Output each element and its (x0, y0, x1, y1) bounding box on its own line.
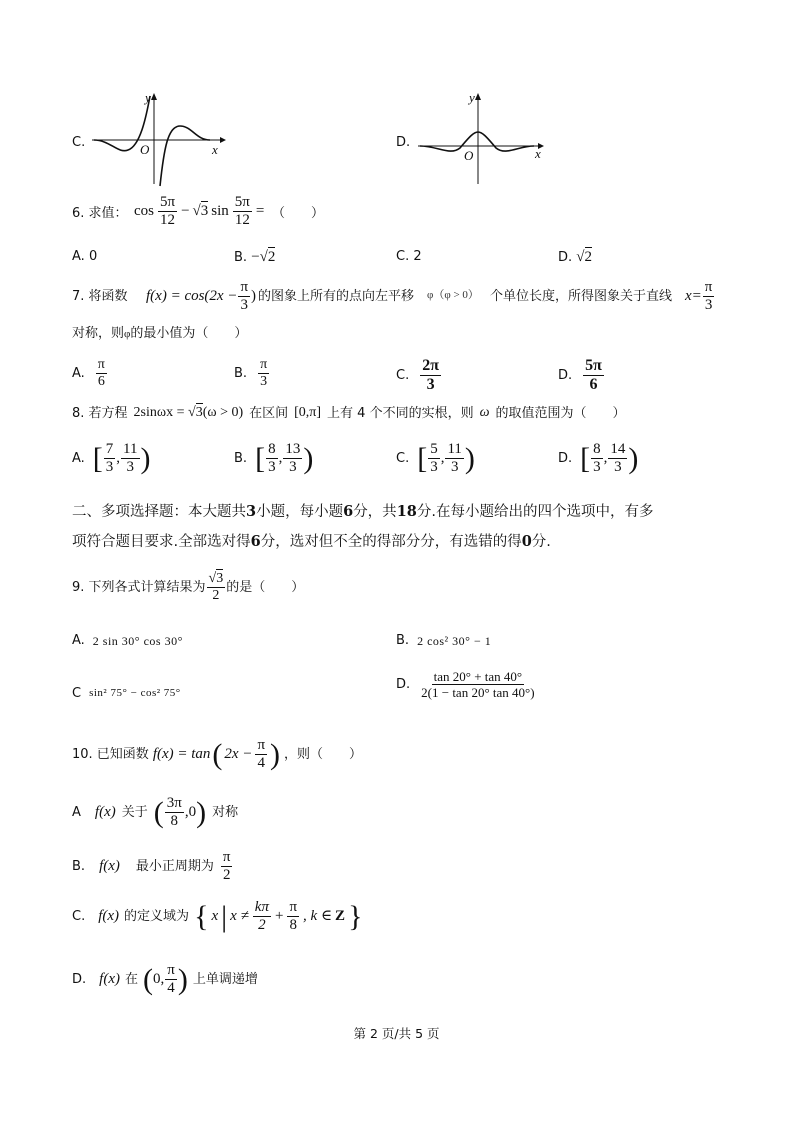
option-d-label: D. (396, 135, 411, 150)
q6-option-b[interactable]: B. −√2 (234, 249, 276, 265)
q9-option-c[interactable]: C sin² 75° − cos² 75° (72, 686, 181, 701)
q7-stem-4: 对称，则φ的最小值为（ ） (72, 326, 248, 341)
q7-option-b[interactable]: B. $\frac{\pi}{3}$ (234, 357, 268, 389)
graph-d-y-label: y (469, 90, 475, 105)
q6-option-c[interactable]: C. 2 (396, 249, 422, 264)
graph-c-y-arrow (151, 93, 157, 100)
graph-c-x-label: x (212, 142, 218, 157)
page-footer: 第 2 页/共 5 页 (353, 1026, 440, 1041)
graph-c-curve-right (160, 126, 210, 186)
q7-option-c[interactable]: C. $\frac{2\pi}{3}$ (396, 357, 439, 393)
q6-frac-1: $\frac{5\pi}{12}$ (160, 194, 176, 228)
graph-d-curve (420, 132, 534, 151)
graph-c-y-label: y (145, 90, 151, 105)
q6-cos: cos (134, 203, 154, 219)
q7-function: f(x) = cos(2x − $\frac{\pi}{3}$ ) (146, 279, 257, 313)
q8-option-d[interactable]: D. [ $\frac{8}{3}$ , $\frac{14}{3}$ ) (558, 441, 639, 475)
q6-option-d[interactable]: D. √2 (558, 249, 593, 265)
q10-option-d[interactable]: D. f(x) 在 ( 0, $\frac{\pi}{4}$ ) 上单调递增 (72, 962, 258, 996)
q8-option-a[interactable]: A. [ $\frac{7}{3}$ , $\frac{11}{3}$ ) (72, 441, 151, 475)
q7-stem-3: 个单位长度，所得图象关于直线 (490, 289, 673, 304)
q6-eq: = (255, 203, 265, 219)
graph-d-y-arrow (475, 93, 481, 100)
q10-option-c[interactable]: C. f(x) 的定义域为 { x | x ≠ $\frac{k\pi}{2}$ + $\frac{\pi}{8}$ , k ∈ Z } (72, 899, 363, 933)
q8-stem: 8. 若方程 2sinωx = √3(ω > 0) 在区间 [0,π] 上有 4 个不同的实根，则 ω 的取值范围为（ ） (72, 405, 626, 421)
q8-option-c[interactable]: C. [ $\frac{5}{3}$ , $\frac{11}{3}$ ) (396, 441, 475, 475)
section-2-heading: 二、多项选择题：本大题共3小题，每小题6分，共18分.在每小题给出的四个选项中，有多 项符合题目要求.全部选对得6分，选对但不全的得部分分，有选错的得0分. (72, 503, 654, 550)
q6-sin: sin (211, 203, 229, 219)
q7-line: x= $\frac{\pi}{3}$ (685, 279, 713, 313)
q7-stem-1: 7. 将函数 (72, 289, 128, 304)
q10-option-a[interactable]: A f(x) 关于 ( $\frac{3\pi}{8}$ ,0 ) 对称 (72, 795, 239, 829)
graph-d-x-label: x (535, 146, 541, 161)
q6-minus: − (181, 203, 190, 219)
q6-paren: （ ） (272, 206, 325, 221)
q7-option-a[interactable]: A. $\frac{\pi}{6}$ (72, 357, 105, 389)
q7-stem-2: 的图象上所有的点向左平移 (258, 289, 415, 304)
graph-d-origin: O (464, 148, 474, 163)
q9-stem: 9. 下列各式计算结果为 $\frac{√3}{2}$ 的是（ ） (72, 571, 305, 603)
q6-sqrt: √3 (192, 203, 209, 219)
q7-option-d[interactable]: D. $\frac{5\pi}{6}$ (558, 357, 602, 393)
q6-stem: 6. 求值： (72, 206, 128, 221)
graph-c (88, 88, 228, 188)
q7-phi-cond: φ（φ > 0） (427, 289, 479, 301)
q6-option-a[interactable]: A. 0 (72, 249, 98, 264)
graph-d (414, 88, 554, 188)
q10-option-b[interactable]: B. f(x) 最小正周期为 $\frac{\pi}{2}$ (72, 849, 231, 883)
option-c-label: C. (72, 135, 86, 150)
q8-option-b[interactable]: B. [ $\frac{8}{3}$ , $\frac{13}{3}$ ) (234, 441, 314, 475)
q6-frac-2: $\frac{5\pi}{12}$ (234, 194, 250, 228)
graph-c-x-arrow (220, 137, 226, 143)
q10-stem: 10. 已知函数 f(x) = tan ( 2x − $\frac{\pi}{4}$ ) ，则（ ） (72, 737, 363, 771)
q9-option-b[interactable]: B. 2 cos² 30° − 1 (396, 633, 492, 648)
graph-c-origin: O (140, 142, 150, 157)
q9-option-d[interactable]: D. $\frac{\tan 20^\circ + \tan 40^\circ}{2(1 - \tan 20^\circ \tan 40^\circ)}$ (396, 669, 535, 700)
q9-option-a[interactable]: A. 2 sin 30° cos 30° (72, 633, 183, 648)
q6-expression (134, 195, 264, 228)
